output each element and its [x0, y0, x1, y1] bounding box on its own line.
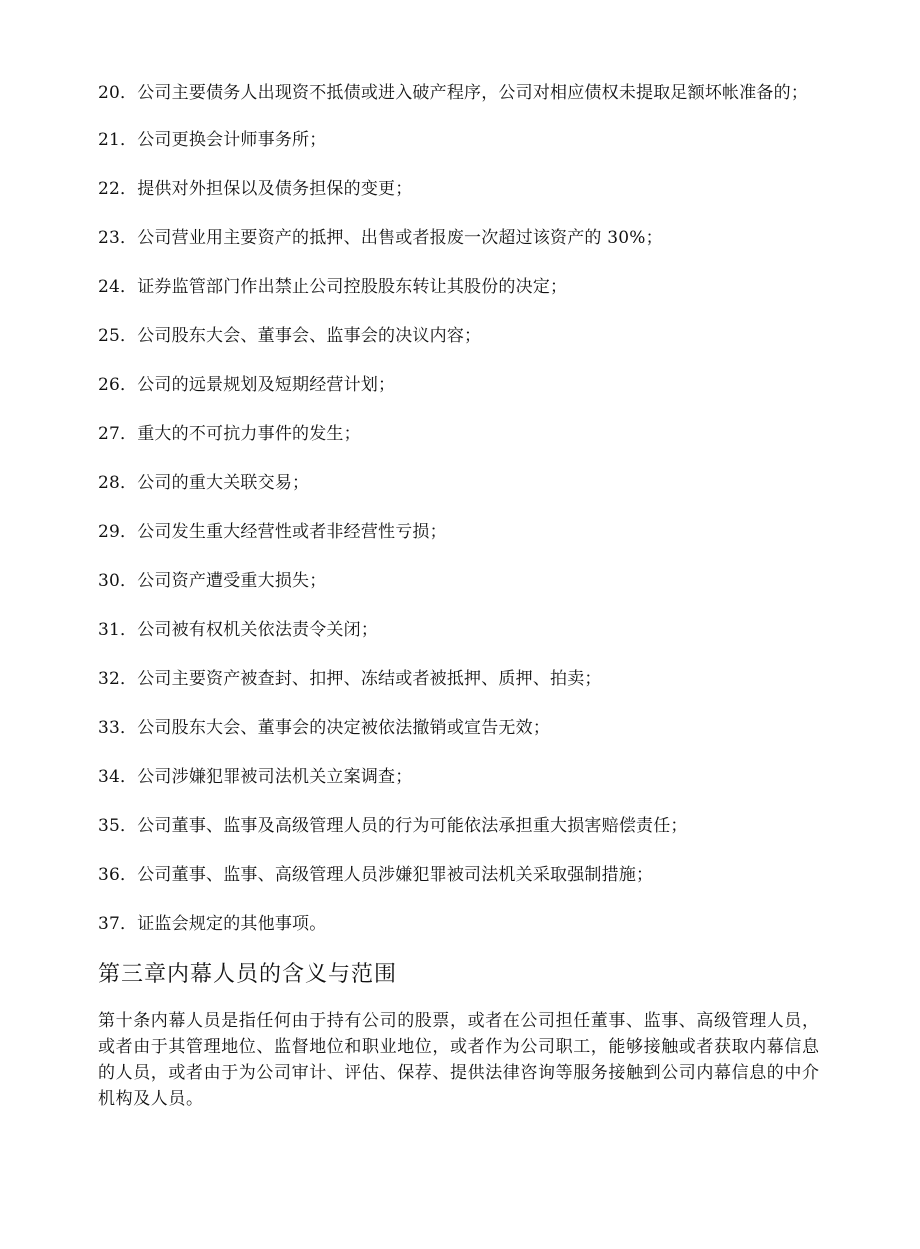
list-item-32: 32．公司主要资产被查封、扣押、冻结或者被抵押、质押、拍卖； [98, 669, 602, 689]
list-item-30: 30．公司资产遭受重大损失； [98, 571, 327, 591]
list-item-21: 21．公司更换会计师事务所； [98, 130, 327, 150]
list-item-24: 24．证券监管部门作出禁止公司控股股东转让其股份的决定； [98, 277, 568, 297]
list-item-33: 33．公司股东大会、董事会的决定被依法撤销或宣告无效； [98, 718, 551, 738]
list-item-36: 36．公司董事、监事、高级管理人员涉嫌犯罪被司法机关采取强制措施； [98, 865, 654, 885]
list-item-35: 35．公司董事、监事及高级管理人员的行为可能依法承担重大损害赔偿责任； [98, 816, 688, 836]
list-item-23: 23．公司营业用主要资产的抵押、出售或者报废一次超过该资产的 30%； [98, 228, 663, 248]
list-item-29: 29．公司发生重大经营性或者非经营性亏损； [98, 522, 447, 542]
list-item-31: 31．公司被有权机关依法责令关闭； [98, 620, 379, 640]
document-page [98, 80, 820, 1112]
list-item-28: 28．公司的重大关联交易； [98, 473, 310, 493]
list-item-25: 25．公司股东大会、董事会、监事会的决议内容； [98, 326, 482, 346]
list-item-20: 20．公司主要债务人出现资不抵债或进入破产程序，公司对相应债权未提取足额坏帐准备的； [98, 83, 809, 103]
list-item-26: 26．公司的远景规划及短期经营计划； [98, 375, 396, 395]
list-item-34: 34．公司涉嫌犯罪被司法机关立案调查； [98, 767, 413, 787]
list-item-27: 27．重大的不可抗力事件的发生； [98, 424, 361, 444]
list-item-22: 22．提供对外担保以及债务担保的变更； [98, 179, 413, 199]
list-item-37: 37．证监会规定的其他事项。 [98, 914, 327, 934]
chapter-heading: 第三章内幕人员的含义与范围 [98, 962, 398, 987]
article-10-paragraph: 第十条内幕人员是指任何由于持有公司的股票，或者在公司担任董事、监事、高级管理人员，或者由于其管理地位、监督地位和职业地位，或者作为公司职工，能够接触或者获取内幕信息的人员，或者由于为公司审计、评估、保荐、提供法律咨询等服务接触到公司内幕信息的中介机构及人员。 [98, 1011, 820, 1109]
